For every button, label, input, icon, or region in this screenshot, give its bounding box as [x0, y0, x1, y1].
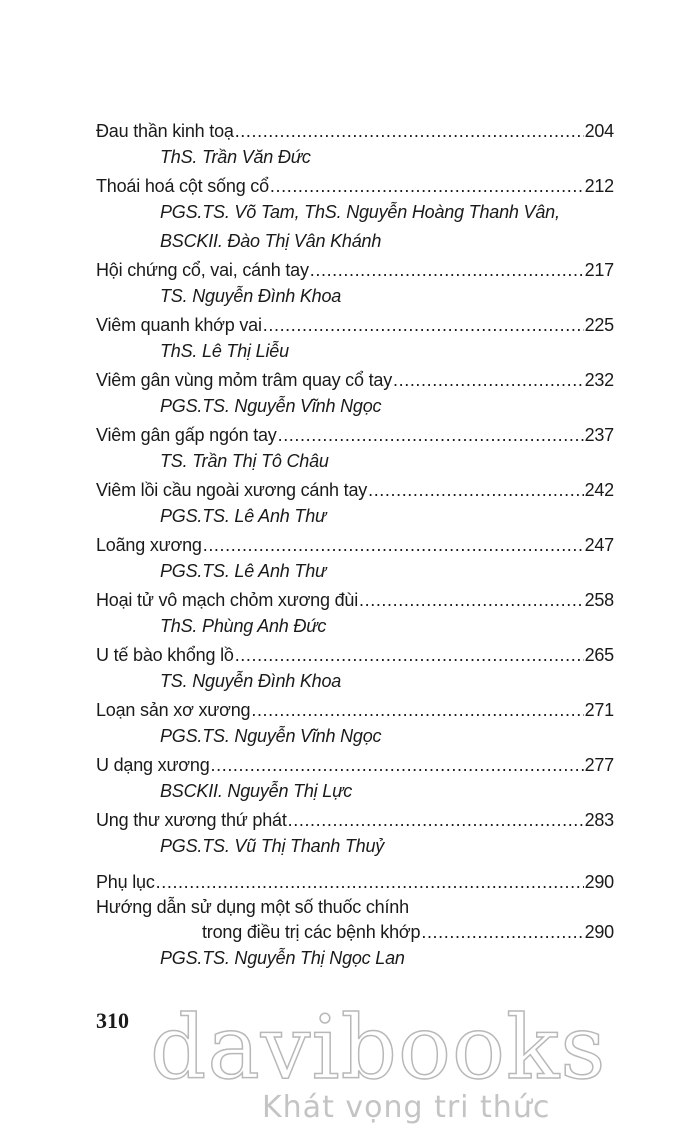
toc-entry	[96, 752, 614, 804]
dot-leader	[278, 422, 584, 448]
dot-leader	[421, 919, 583, 945]
entry-title: Viêm quanh khớp vai	[96, 315, 262, 335]
entry-title: Đau thần kinh toạ	[96, 121, 234, 141]
entry-author: ThS. Trần Văn Đức	[160, 147, 311, 167]
toc-entry	[96, 367, 614, 419]
table-of-contents	[96, 118, 614, 974]
toc-entry	[96, 532, 614, 584]
entry-author: ThS. Phùng Anh Đức	[160, 616, 327, 636]
toc-row	[96, 477, 614, 503]
toc-entry	[96, 807, 614, 859]
toc-entry	[96, 173, 614, 254]
toc-row	[96, 257, 614, 283]
dot-leader	[359, 587, 584, 613]
toc-entry	[96, 118, 614, 170]
entry-author: BSCKII. Nguyễn Thị Lực	[160, 781, 353, 801]
toc-entry	[96, 697, 614, 749]
dot-leader	[368, 477, 583, 503]
toc-entry	[96, 422, 614, 474]
entry-title: Loạn sản xơ xương	[96, 700, 251, 720]
entry-author: TS. Nguyễn Đình Khoa	[160, 671, 342, 691]
toc-row	[96, 173, 614, 199]
entry-title: trong điều trị các bệnh khớp	[202, 922, 421, 942]
entry-title-line1: Hướng dẫn sử dụng một số thuốc chính	[96, 897, 409, 917]
entry-author: PGS.TS. Nguyễn Vĩnh Ngọc	[160, 396, 382, 416]
toc-row	[96, 532, 614, 558]
entry-page: 247	[584, 535, 614, 555]
dot-leader	[270, 173, 584, 199]
toc-entry	[96, 477, 614, 529]
entry-title: U tế bào khổng lồ	[96, 645, 234, 665]
dot-leader	[263, 312, 584, 338]
watermark-brand: davibooks	[150, 996, 607, 1099]
dot-leader	[211, 752, 584, 778]
entry-page: 277	[584, 755, 614, 775]
toc-row	[96, 312, 614, 338]
dot-leader	[235, 642, 584, 668]
entry-page: 242	[584, 480, 614, 500]
toc-row	[96, 919, 614, 945]
dot-leader	[251, 697, 583, 723]
page-number: 310	[96, 1008, 129, 1033]
dot-leader	[393, 367, 584, 393]
watermark-tagline: Khát vọng tri thức	[262, 1090, 551, 1125]
entry-title: Loãng xương	[96, 535, 202, 555]
entry-author: PGS.TS. Nguyễn Vĩnh Ngọc	[160, 726, 382, 746]
toc-entry	[96, 587, 614, 639]
dot-leader	[235, 118, 584, 144]
entry-title: Phụ lục	[96, 872, 155, 892]
entry-author: ThS. Lê Thị Liễu	[160, 341, 289, 361]
dot-leader	[288, 807, 584, 833]
toc-row	[96, 807, 614, 833]
entry-page: 237	[584, 425, 614, 445]
entry-title: Ung thư xương thứ phát	[96, 810, 287, 830]
toc-entry	[96, 257, 614, 309]
entry-page: 212	[584, 176, 614, 196]
entry-page: 290	[584, 872, 614, 892]
toc-row	[96, 422, 614, 448]
entry-page: 225	[584, 315, 614, 335]
entry-author: PGS.TS. Nguyễn Thị Ngọc Lan	[160, 948, 405, 968]
entry-title: Viêm gân gấp ngón tay	[96, 425, 277, 445]
toc-row	[96, 697, 614, 723]
entry-title: Viêm gân vùng mỏm trâm quay cổ tay	[96, 370, 393, 390]
entry-page: 232	[584, 370, 614, 390]
entry-author: PGS.TS. Võ Tam, ThS. Nguyễn Hoàng Thanh Vân,	[160, 202, 560, 222]
entry-page: 204	[584, 121, 614, 141]
entry-author: BSCKII. Đào Thị Vân Khánh	[160, 231, 382, 251]
entry-page: 258	[584, 590, 614, 610]
entry-page: 217	[584, 260, 614, 280]
toc-row	[96, 642, 614, 668]
entry-author: PGS.TS. Vũ Thị Thanh Thuỷ	[160, 836, 385, 856]
toc-row	[96, 367, 614, 393]
dot-leader	[156, 869, 584, 895]
entry-title: Thoái hoá cột sống cổ	[96, 176, 269, 196]
toc-row	[96, 587, 614, 613]
entry-author: PGS.TS. Lê Anh Thư	[160, 561, 327, 581]
toc-entry-appendix	[96, 869, 614, 895]
toc-row	[96, 752, 614, 778]
entry-title: Viêm lồi cầu ngoài xương cánh tay	[96, 480, 368, 500]
dot-leader	[203, 532, 584, 558]
entry-title: U dạng xương	[96, 755, 210, 775]
entry-page: 283	[584, 810, 614, 830]
entry-page: 271	[584, 700, 614, 720]
toc-row	[96, 118, 614, 144]
entry-author: TS. Nguyễn Đình Khoa	[160, 286, 342, 306]
toc-row	[96, 869, 614, 895]
dot-leader	[310, 257, 584, 283]
entry-author: PGS.TS. Lê Anh Thư	[160, 506, 327, 526]
toc-entry	[96, 312, 614, 364]
toc-entry	[96, 642, 614, 694]
entry-author: TS. Trần Thị Tô Châu	[160, 451, 329, 471]
entry-page: 290	[584, 922, 614, 942]
entry-title: Hoại tử vô mạch chỏm xương đùi	[96, 590, 359, 610]
toc-entry-guide	[96, 895, 614, 971]
entry-title: Hội chứng cổ, vai, cánh tay	[96, 260, 309, 280]
entry-page: 265	[584, 645, 614, 665]
